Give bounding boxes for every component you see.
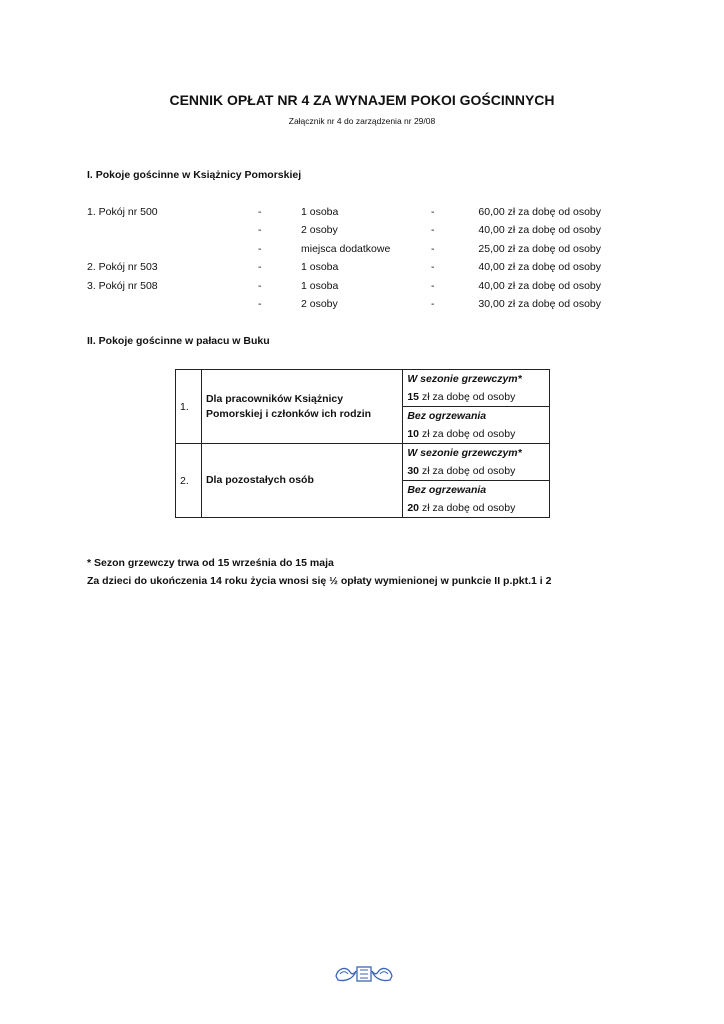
dash: - [431, 206, 435, 218]
row-number: 1. [176, 370, 202, 444]
unheated-price-cell [403, 407, 550, 444]
dash: - [431, 298, 435, 310]
guest-category: Dla pracowników Książnicy Pomorskiej i członków ich rodzin [201, 370, 402, 444]
dash: - [431, 261, 435, 273]
occupancy-label: 1 osoba [301, 261, 339, 273]
dash: - [258, 206, 262, 218]
room-label: 1. Pokój nr 500 [87, 206, 158, 218]
price-value: 40,00 zł za dobę od osoby [478, 261, 601, 273]
dash: - [258, 224, 262, 236]
price-amount: 10 [407, 428, 420, 440]
library-logo-icon [332, 962, 396, 986]
heating-season-note: * Sezon grzewczy trwa od 15 września do 15 maja [87, 557, 334, 569]
unheated-label: Bez ogrzewania [407, 484, 487, 496]
price-value: 25,00 zł za dobę od osoby [478, 243, 601, 255]
dash: - [431, 243, 435, 255]
dash: - [258, 280, 262, 292]
room-label: 2. Pokój nr 503 [87, 261, 158, 273]
price-row [87, 243, 607, 261]
price-unit: zł za dobę od osoby [419, 502, 516, 514]
occupancy-label: 2 osoby [301, 224, 338, 236]
price-unit: zł za dobę od osoby [419, 465, 516, 477]
price-unit: zł za dobę od osoby [419, 428, 516, 440]
section-1-heading: I. Pokoje gościnne w Książnicy Pomorskiej [87, 169, 302, 181]
price-row [87, 280, 607, 298]
table-row [176, 370, 550, 407]
heated-price-cell [403, 444, 550, 481]
room-label: 3. Pokój nr 508 [87, 280, 158, 292]
price-amount: 20 [407, 502, 420, 514]
occupancy-label: miejsca dodatkowe [301, 243, 391, 255]
dash: - [431, 224, 435, 236]
dash: - [431, 280, 435, 292]
dash: - [258, 243, 262, 255]
row-number: 2. [176, 444, 202, 518]
section-2-heading: II. Pokoje gościnne w pałacu w Buku [87, 335, 270, 347]
heated-season-label: W sezonie grzewczym* [407, 373, 522, 385]
occupancy-label: 1 osoba [301, 280, 339, 292]
price-unit: zł za dobę od osoby [419, 391, 516, 403]
table-row [176, 444, 550, 481]
price-amount: 30 [407, 465, 420, 477]
price-value: 30,00 zł za dobę od osoby [478, 298, 601, 310]
dash: - [258, 261, 262, 273]
occupancy-label: 2 osoby [301, 298, 338, 310]
price-row [87, 224, 607, 242]
page-title: CENNIK OPŁAT NR 4 ZA WYNAJEM POKOI GOŚCINNYCH [169, 92, 555, 108]
buk-price-table [175, 369, 550, 518]
dash: - [258, 298, 262, 310]
price-value: 40,00 zł za dobę od osoby [478, 224, 601, 236]
price-value: 60,00 zł za dobę od osoby [478, 206, 601, 218]
heated-price-cell [403, 370, 550, 407]
price-amount: 15 [407, 391, 420, 403]
price-row [87, 206, 607, 224]
page-subtitle: Załącznik nr 4 do zarządzenia nr 29/08 [288, 116, 436, 126]
unheated-label: Bez ogrzewania [407, 410, 487, 422]
occupancy-label: 1 osoba [301, 206, 339, 218]
price-row [87, 261, 607, 279]
unheated-price-cell [403, 481, 550, 518]
price-value: 40,00 zł za dobę od osoby [478, 280, 601, 292]
children-discount-note: Za dzieci do ukończenia 14 roku życia wnosi się ½ opłaty wymienionej w punkcie II p.pkt.1 i 2 [87, 575, 552, 587]
price-row [87, 298, 607, 316]
heated-season-label: W sezonie grzewczym* [407, 447, 522, 459]
guest-category: Dla pozostałych osób [201, 444, 402, 518]
